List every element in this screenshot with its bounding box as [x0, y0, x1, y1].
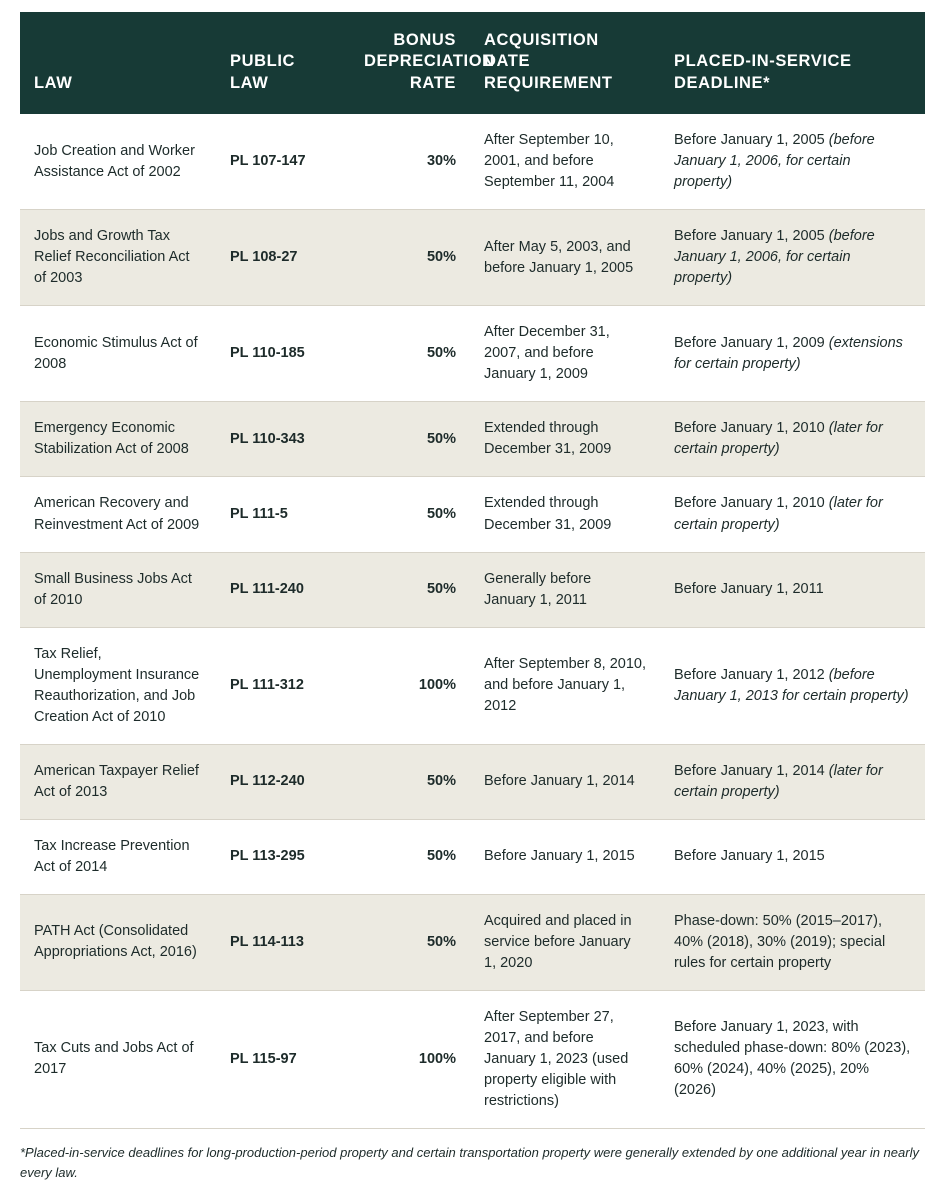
table-row: [20, 114, 925, 210]
table-header-row: [20, 12, 925, 114]
placed-in-service-main: Before January 1, 2012: [674, 666, 825, 683]
placed-in-service-main: Phase-down: 50% (2015–2017), 40% (2018), 30% (2019); special rules for certain property: [674, 912, 886, 971]
column-header-public-law: PUBLIC LAW: [216, 12, 350, 114]
table-row: [20, 552, 925, 627]
cell-bonus-depreciation-rate: 30%: [350, 114, 470, 210]
table-row: [20, 477, 925, 552]
cell-public-law: PL 112-240: [216, 744, 350, 819]
table-row: [20, 894, 925, 990]
cell-bonus-depreciation-rate: 50%: [350, 306, 470, 402]
placed-in-service-main: Before January 1, 2014: [674, 762, 825, 779]
cell-acquisition-date-requirement: Acquired and placed in service before January 1, 2020: [470, 894, 660, 990]
cell-acquisition-date-requirement: Extended through December 31, 2009: [470, 402, 660, 477]
placed-in-service-main: Before January 1, 2015: [674, 848, 825, 865]
cell-public-law: PL 107-147: [216, 114, 350, 210]
cell-bonus-depreciation-rate: 50%: [350, 210, 470, 306]
cell-public-law: PL 114-113: [216, 894, 350, 990]
cell-public-law: PL 111-5: [216, 477, 350, 552]
placed-in-service-note: (later for certain property): [674, 762, 883, 800]
cell-acquisition-date-requirement: After September 10, 2001, and before September 11, 2004: [470, 114, 660, 210]
table-row: [20, 990, 925, 1128]
cell-placed-in-service-deadline: [660, 402, 925, 477]
cell-placed-in-service-deadline: [660, 114, 925, 210]
placed-in-service-note: (before January 1, 2006, for certain property): [674, 132, 875, 191]
cell-public-law: PL 108-27: [216, 210, 350, 306]
column-header-placed-in-service-deadline: PLACED-IN-SERVICE DEADLINE*: [660, 12, 925, 114]
cell-placed-in-service-deadline: [660, 477, 925, 552]
placed-in-service-main: Before January 1, 2009: [674, 334, 825, 351]
cell-bonus-depreciation-rate: 50%: [350, 894, 470, 990]
cell-law: Small Business Jobs Act of 2010: [20, 552, 216, 627]
placed-in-service-main: Before January 1, 2005: [674, 228, 825, 245]
cell-law: Emergency Economic Stabilization Act of 2008: [20, 402, 216, 477]
placed-in-service-main: Before January 1, 2011: [674, 581, 824, 598]
placed-in-service-main: Before January 1, 2023, with scheduled phase-down: 80% (2023), 60% (2024), 40% (2025), 20% (2026): [674, 1019, 911, 1099]
table-footnote: *Placed-in-service deadlines for long-production-period property and certain transportation property were generally extended by one additional year in nearly every law.: [20, 1144, 919, 1180]
column-header-acquisition-date-requirement: ACQUISITION DATE REQUIREMENT: [470, 12, 660, 114]
cell-acquisition-date-requirement: After September 8, 2010, and before January 1, 2012: [470, 627, 660, 744]
bonus-depreciation-table: [20, 12, 925, 1129]
cell-public-law: PL 110-343: [216, 402, 350, 477]
cell-public-law: PL 115-97: [216, 990, 350, 1128]
cell-placed-in-service-deadline: [660, 744, 925, 819]
cell-placed-in-service-deadline: [660, 210, 925, 306]
cell-bonus-depreciation-rate: 100%: [350, 990, 470, 1128]
cell-public-law: PL 113-295: [216, 819, 350, 894]
placed-in-service-note: (before January 1, 2013 for certain property): [674, 666, 909, 704]
cell-acquisition-date-requirement: After May 5, 2003, and before January 1, 2005: [470, 210, 660, 306]
cell-bonus-depreciation-rate: 50%: [350, 744, 470, 819]
table-row: [20, 627, 925, 744]
cell-placed-in-service-deadline: [660, 627, 925, 744]
placed-in-service-main: Before January 1, 2005: [674, 132, 825, 149]
cell-acquisition-date-requirement: Before January 1, 2014: [470, 744, 660, 819]
cell-acquisition-date-requirement: Extended through December 31, 2009: [470, 477, 660, 552]
cell-law: Tax Cuts and Jobs Act of 2017: [20, 990, 216, 1128]
cell-law: Tax Relief, Unemployment Insurance Reauthorization, and Job Creation Act of 2010: [20, 627, 216, 744]
cell-bonus-depreciation-rate: 100%: [350, 627, 470, 744]
cell-placed-in-service-deadline: [660, 894, 925, 990]
column-header-bonus-depreciation-rate: BONUS DEPRECIATION RATE: [350, 12, 470, 114]
cell-acquisition-date-requirement: After September 27, 2017, and before January 1, 2023 (used property eligible with restrictions): [470, 990, 660, 1128]
cell-bonus-depreciation-rate: 50%: [350, 552, 470, 627]
placed-in-service-main: Before January 1, 2010: [674, 495, 825, 512]
table-row: [20, 306, 925, 402]
placed-in-service-note: (extensions for certain property): [674, 334, 903, 372]
table-row: [20, 819, 925, 894]
placed-in-service-note: (later for certain property): [674, 420, 883, 458]
table-header: [20, 12, 925, 114]
placed-in-service-note: (later for certain property): [674, 495, 883, 533]
cell-law: Economic Stimulus Act of 2008: [20, 306, 216, 402]
cell-public-law: PL 111-240: [216, 552, 350, 627]
cell-bonus-depreciation-rate: 50%: [350, 477, 470, 552]
cell-law: Job Creation and Worker Assistance Act of 2002: [20, 114, 216, 210]
cell-acquisition-date-requirement: Before January 1, 2015: [470, 819, 660, 894]
placed-in-service-note: (before January 1, 2006, for certain property): [674, 228, 875, 287]
cell-acquisition-date-requirement: After December 31, 2007, and before January 1, 2009: [470, 306, 660, 402]
cell-public-law: PL 110-185: [216, 306, 350, 402]
cell-bonus-depreciation-rate: 50%: [350, 819, 470, 894]
cell-public-law: PL 111-312: [216, 627, 350, 744]
cell-placed-in-service-deadline: [660, 306, 925, 402]
cell-placed-in-service-deadline: [660, 552, 925, 627]
table-row: [20, 744, 925, 819]
cell-acquisition-date-requirement: Generally before January 1, 2011: [470, 552, 660, 627]
table-row: [20, 210, 925, 306]
column-header-law: LAW: [20, 12, 216, 114]
cell-bonus-depreciation-rate: 50%: [350, 402, 470, 477]
cell-law: Jobs and Growth Tax Relief Reconciliation Act of 2003: [20, 210, 216, 306]
table-body: [20, 114, 925, 1128]
cell-law: American Taxpayer Relief Act of 2013: [20, 744, 216, 819]
cell-law: PATH Act (Consolidated Appropriations Act, 2016): [20, 894, 216, 990]
cell-law: American Recovery and Reinvestment Act of 2009: [20, 477, 216, 552]
cell-placed-in-service-deadline: [660, 990, 925, 1128]
table-row: [20, 402, 925, 477]
placed-in-service-main: Before January 1, 2010: [674, 420, 825, 437]
cell-law: Tax Increase Prevention Act of 2014: [20, 819, 216, 894]
cell-placed-in-service-deadline: [660, 819, 925, 894]
